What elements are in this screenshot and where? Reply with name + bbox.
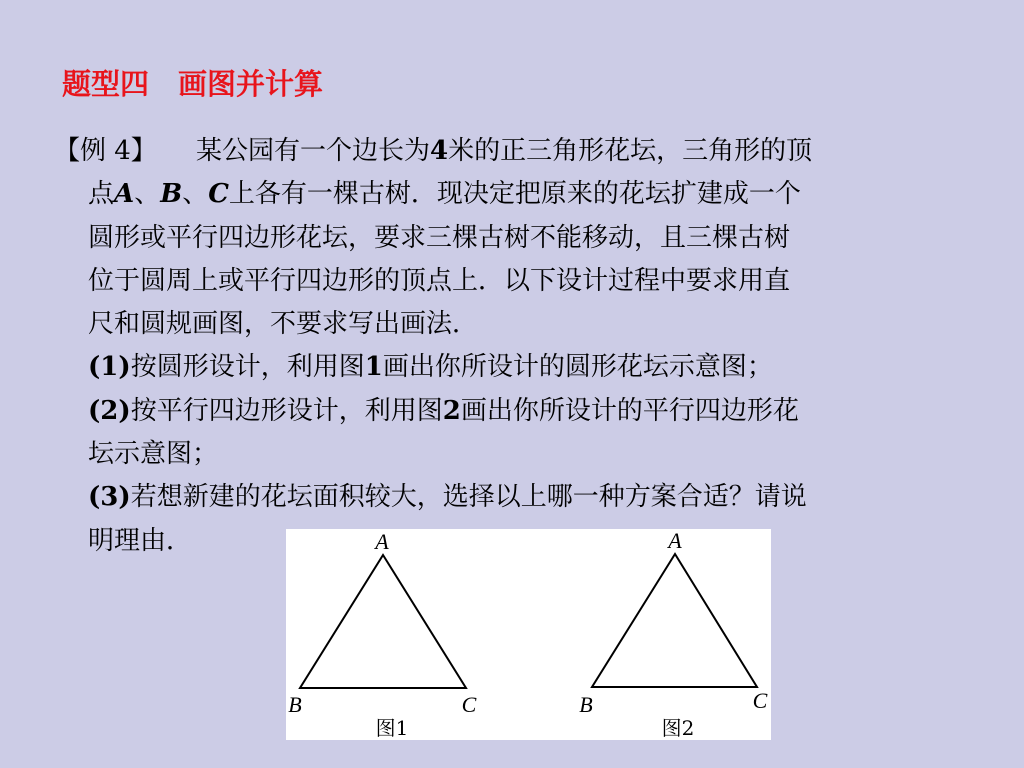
problem-line-1 [54, 130, 954, 173]
figure-1-caption: 图1 [375, 716, 409, 740]
text-segment: 尺和圆规画图，不要求写出画法． [88, 309, 479, 340]
question-2-continued [54, 433, 954, 476]
question-3 [54, 476, 954, 519]
question-number: (3) [88, 482, 131, 513]
text-segment: 按圆形设计，利用图 [130, 352, 365, 383]
text-segment: 、 [134, 179, 161, 210]
text-segment: 某公园有一个边长为 [196, 136, 431, 166]
figure-2-caption: 图2 [661, 716, 695, 740]
question-2 [54, 390, 954, 433]
vertex-a: A [114, 179, 135, 210]
figures-svg [286, 529, 771, 740]
question-number: (2) [88, 395, 131, 426]
text-segment: 圆形或平行四边形花坛，要求三棵古树不能移动，且三棵古树 [88, 222, 791, 253]
text-segment: 画出你所设计的平行四边形花 [460, 395, 799, 426]
example-problem [54, 130, 954, 563]
figure-1-vertex-b: B [288, 692, 302, 717]
example-tag: 【例 4】 [54, 136, 157, 166]
section-title: 题型四 画图并计算 [62, 67, 324, 101]
figure-2-vertex-a: A [668, 529, 682, 553]
text-segment: 画出你所设计的圆形花坛示意图； [382, 352, 773, 383]
problem-line-2 [54, 173, 954, 216]
text-segment: 点 [88, 179, 115, 210]
figure-2-vertex-c: C [752, 688, 768, 713]
question-1 [54, 346, 954, 389]
triangle-2 [592, 554, 757, 687]
figure-2-vertex-b: B [579, 692, 593, 717]
question-number: (1) [88, 352, 131, 383]
problem-line-3 [54, 217, 954, 260]
text-segment: 、 [182, 179, 209, 210]
figure-number: 2 [442, 395, 461, 426]
triangle-1 [300, 555, 466, 688]
figure-1 [288, 529, 476, 740]
text-segment: 米的正三角形花坛，三角形的顶 [448, 136, 813, 166]
text-segment: 位于圆周上或平行四边形的顶点上．以下设计过程中要求用直 [88, 265, 791, 296]
text-segment: 上各有一棵古树．现决定把原来的花坛扩建成一个 [228, 179, 801, 210]
text-segment: 若想新建的花坛面积较大，选择以上哪一种方案合适？请说 [130, 482, 807, 513]
vertex-c: C [208, 179, 229, 210]
text-segment: 按平行四边形设计，利用图 [130, 395, 443, 426]
vertex-b: B [160, 179, 183, 210]
figure-2 [579, 529, 767, 740]
text-segment: 坛示意图； [88, 439, 219, 470]
number-4: 4 [430, 136, 449, 166]
text-segment: 明理由． [88, 525, 193, 556]
figure-number: 1 [364, 352, 383, 383]
figures-panel [286, 529, 771, 740]
figure-1-vertex-a: A [375, 529, 389, 554]
problem-line-5 [54, 303, 954, 346]
figure-1-vertex-c: C [461, 692, 477, 717]
problem-line-4 [54, 260, 954, 303]
